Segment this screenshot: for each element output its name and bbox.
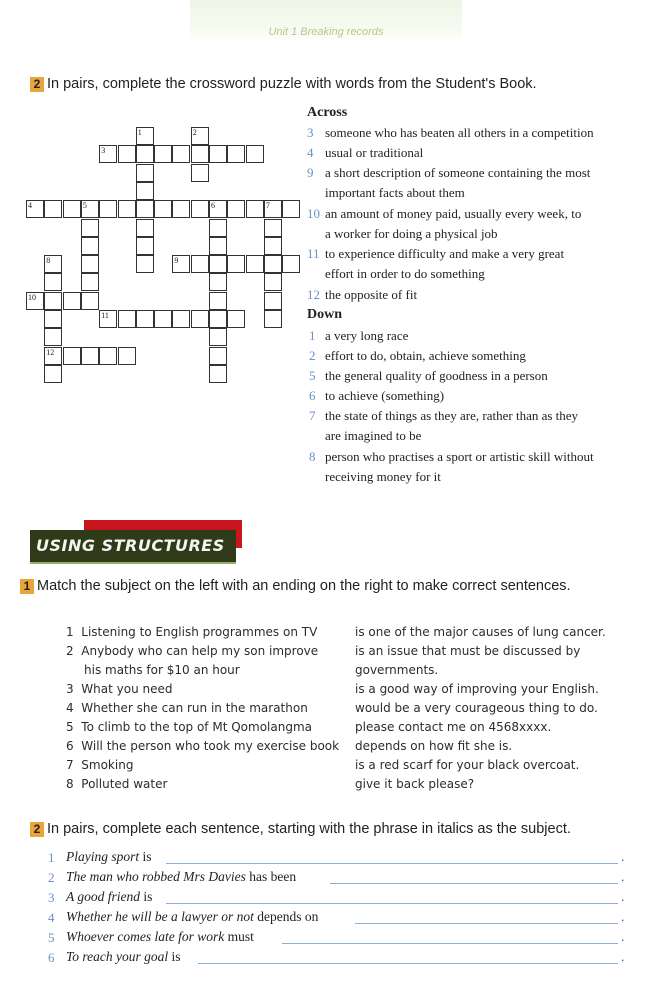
match-right-item: would be a very courageous thing to do. — [355, 701, 598, 715]
crossword-cell-number: 2 — [192, 128, 197, 137]
clue-text: a short description of someone containing the most — [325, 165, 591, 180]
crossword-cell[interactable] — [136, 164, 154, 182]
match-left-item — [66, 701, 308, 715]
item-number: 5 — [66, 720, 74, 734]
item-text: Smoking — [81, 758, 134, 772]
clue-text: to experience difficulty and make a very great — [325, 246, 565, 261]
crossword-cell-number: 10 — [28, 292, 36, 302]
crossword-cell[interactable] — [264, 273, 282, 291]
crossword-cell[interactable] — [118, 145, 136, 163]
sentence-verb: must — [224, 929, 254, 944]
clue-text-cont: important facts about them — [325, 185, 465, 200]
clue-number: 10 — [307, 206, 320, 221]
crossword-cell-number: 1 — [137, 128, 142, 137]
crossword-cell[interactable] — [136, 182, 154, 200]
sentence-end: . — [621, 929, 625, 944]
match-instruction — [20, 578, 571, 594]
sentence-prompt — [66, 849, 152, 865]
item-text: Polluted water — [81, 777, 168, 791]
clue-number: 5 — [309, 368, 316, 383]
sentence-number: 4 — [48, 910, 55, 925]
crossword-cell[interactable] — [264, 237, 282, 255]
match-left-item-cont: his maths for $10 an hour — [84, 663, 240, 677]
clue-number: 7 — [309, 408, 316, 423]
sentence-subject: A good friend — [66, 889, 140, 904]
clue-text-cont: effort in order to do something — [325, 266, 485, 281]
crossword-cell[interactable] — [191, 164, 209, 182]
crossword-cell[interactable] — [227, 145, 245, 163]
crossword-cell[interactable] — [246, 145, 264, 163]
match-right-item: governments. — [355, 663, 439, 677]
answer-line[interactable] — [282, 943, 618, 944]
match-right-item: is an issue that must be discussed by — [355, 644, 581, 658]
crossword-cell[interactable] — [227, 310, 245, 328]
instruction-text: Match the subject on the left with an ending on the right to make correct sentences. — [37, 578, 571, 594]
answer-line[interactable] — [198, 963, 618, 964]
crossword-cell[interactable] — [136, 255, 154, 273]
match-left-item — [66, 758, 133, 772]
sentence-prompt — [66, 929, 254, 945]
crossword-cell[interactable] — [81, 347, 99, 365]
item-number: 3 — [66, 682, 74, 696]
crossword-cell[interactable] — [209, 310, 227, 328]
crossword-cell[interactable] — [63, 292, 81, 310]
item-number: 4 — [66, 701, 74, 715]
sentence-subject: Whoever comes late for work — [66, 929, 225, 944]
crossword-cell[interactable] — [81, 292, 99, 310]
crossword-cell[interactable] — [154, 310, 172, 328]
clue-text: an amount of money paid, usually every week, to — [325, 206, 582, 221]
crossword-cell-number: 7 — [265, 201, 270, 211]
crossword-cell-number: 4 — [28, 201, 32, 211]
crossword-cell[interactable] — [81, 273, 99, 291]
exercise-number-badge: 2 — [30, 77, 44, 92]
crossword-cell[interactable] — [81, 219, 99, 237]
unit-title: Unit 1 Breaking records — [268, 26, 384, 38]
crossword-cell[interactable] — [154, 145, 172, 163]
crossword-cell[interactable] — [191, 255, 209, 273]
answer-line[interactable] — [166, 863, 618, 864]
crossword-cell[interactable] — [99, 347, 117, 365]
match-left-item — [66, 739, 339, 753]
sentence-verb: is — [140, 889, 153, 904]
clue-text-cont: receiving money for it — [325, 469, 441, 484]
match-right-item: is one of the major causes of lung cancer. — [355, 625, 606, 639]
crossword-cell[interactable] — [191, 200, 209, 218]
clue-number: 3 — [307, 125, 314, 140]
exercise-number-badge: 2 — [30, 822, 44, 837]
item-text: To climb to the top of Mt Qomolangma — [81, 720, 312, 734]
crossword-cell[interactable] — [136, 310, 154, 328]
crossword-cell[interactable] — [136, 237, 154, 255]
item-text: Whether she can run in the marathon — [81, 701, 308, 715]
clue-text: the state of things as they are, rather than as they — [325, 408, 579, 423]
sentence-prompt — [66, 869, 296, 885]
answer-line[interactable] — [166, 903, 618, 904]
sentence-verb: depends on — [253, 909, 319, 924]
sentence-subject: Whether he will be a lawyer or not — [66, 909, 254, 924]
match-left-item — [66, 720, 312, 734]
crossword-cell[interactable] — [99, 200, 117, 218]
clue-number: 8 — [309, 449, 316, 464]
clue-number: 6 — [309, 388, 316, 403]
sentence-verb: is — [168, 949, 181, 964]
crossword-cell[interactable] — [44, 365, 62, 383]
across-heading: Across — [307, 105, 348, 120]
match-left-item — [66, 644, 318, 658]
crossword-cell-number: 6 — [211, 201, 215, 211]
clue-number: 2 — [309, 348, 316, 363]
crossword-cell[interactable] — [136, 145, 154, 163]
crossword-cell[interactable] — [63, 347, 81, 365]
crossword-cell[interactable] — [118, 310, 136, 328]
crossword-cell[interactable] — [191, 145, 209, 163]
crossword-cell[interactable] — [209, 365, 227, 383]
crossword-cell-number: 3 — [101, 146, 106, 156]
crossword-cell[interactable] — [209, 145, 227, 163]
clue-text: person who practises a sport or artistic skill without — [325, 449, 594, 464]
crossword-cell[interactable] — [264, 219, 282, 237]
sentence-instruction — [30, 821, 571, 837]
section-banner-title: USING STRUCTURES — [36, 536, 225, 555]
clue-text: usual or traditional — [325, 145, 424, 160]
crossword-cell[interactable] — [136, 200, 154, 218]
instruction-text: In pairs, complete each sentence, starting with the phrase in italics as the subject. — [47, 821, 571, 837]
crossword-cell[interactable] — [209, 237, 227, 255]
sentence-number: 6 — [48, 950, 55, 965]
crossword-cell[interactable] — [81, 255, 99, 273]
clue-text: to achieve (something) — [325, 388, 445, 403]
item-number: 6 — [66, 739, 74, 753]
crossword-cell[interactable] — [63, 200, 81, 218]
match-right-item: please contact me on 4568xxxx. — [355, 720, 552, 734]
crossword-cell[interactable] — [118, 200, 136, 218]
match-right-item: is a red scarf for your black overcoat. — [355, 758, 580, 772]
sentence-number: 3 — [48, 890, 55, 905]
clue-text: effort to do, obtain, achieve something — [325, 348, 526, 363]
sentence-prompt — [66, 909, 318, 925]
crossword-cell[interactable] — [44, 200, 62, 218]
item-text: Will the person who took my exercise book — [81, 739, 340, 753]
sentence-end: . — [621, 849, 625, 864]
crossword-cell[interactable] — [264, 292, 282, 310]
crossword-cell[interactable] — [118, 347, 136, 365]
exercise-number-badge: 1 — [20, 579, 34, 594]
item-number: 8 — [66, 777, 74, 791]
crossword-cell[interactable] — [44, 273, 62, 291]
crossword-cell[interactable] — [209, 328, 227, 346]
crossword-cell[interactable] — [209, 292, 227, 310]
crossword-cell[interactable] — [44, 328, 62, 346]
item-number: 2 — [66, 644, 74, 658]
match-right-item: is a good way of improving your English. — [355, 682, 599, 696]
crossword-cell-number: 12 — [46, 347, 55, 357]
crossword-cell-number: 5 — [82, 201, 87, 211]
sentence-prompt — [66, 949, 181, 965]
crossword-cell[interactable] — [227, 255, 245, 273]
crossword-cell[interactable] — [172, 310, 190, 328]
answer-line[interactable] — [330, 883, 618, 884]
answer-line[interactable] — [355, 923, 618, 924]
sentence-number: 2 — [48, 870, 55, 885]
crossword-cell[interactable] — [209, 347, 227, 365]
clue-number: 9 — [307, 165, 314, 180]
match-left-item — [66, 682, 172, 696]
crossword-cell[interactable] — [264, 255, 282, 273]
match-left-item — [66, 625, 317, 639]
sentence-verb: is — [139, 849, 152, 864]
item-text: Listening to English programmes on TV — [81, 625, 318, 639]
crossword-cell[interactable] — [81, 237, 99, 255]
crossword-cell[interactable] — [136, 219, 154, 237]
clue-text: a very long race — [325, 328, 409, 343]
clue-text: someone who has beaten all others in a competition — [325, 125, 594, 140]
crossword-cell[interactable] — [264, 310, 282, 328]
clue-number: 1 — [309, 328, 316, 343]
sentence-end: . — [621, 869, 625, 884]
match-right-item: give it back please? — [355, 777, 475, 791]
sentence-prompt — [66, 889, 152, 905]
item-text: What you need — [81, 682, 173, 696]
sentence-number: 5 — [48, 930, 55, 945]
sentence-end: . — [621, 889, 625, 904]
match-right-item: depends on how fit she is. — [355, 739, 513, 753]
clue-text-cont: are imagined to be — [325, 428, 422, 443]
sentence-end: . — [621, 909, 625, 924]
clue-text-cont: a worker for doing a physical job — [325, 226, 498, 241]
match-left-item — [66, 777, 167, 791]
instruction-text: In pairs, complete the crossword puzzle with words from the Student's Book. — [47, 76, 537, 92]
item-text: Anybody who can help my son improve — [81, 644, 319, 658]
crossword-cell[interactable] — [44, 292, 62, 310]
crossword-cell[interactable] — [154, 200, 172, 218]
crossword-cell[interactable] — [44, 310, 62, 328]
item-number: 1 — [66, 625, 74, 639]
item-number: 7 — [66, 758, 74, 772]
crossword-cell[interactable] — [209, 255, 227, 273]
crossword-cell[interactable] — [282, 255, 300, 273]
crossword-cell[interactable] — [282, 200, 300, 218]
crossword-cell[interactable] — [227, 200, 245, 218]
crossword-cell[interactable] — [209, 273, 227, 291]
clue-text: the general quality of goodness in a person — [325, 368, 548, 383]
sentence-verb: has been — [245, 869, 297, 884]
crossword-cell[interactable] — [209, 219, 227, 237]
clue-number: 12 — [307, 287, 320, 302]
crossword-cell-number: 8 — [46, 256, 51, 266]
sentence-end: . — [621, 949, 625, 964]
crossword-cell-number: 11 — [101, 311, 109, 320]
crossword-cell[interactable] — [246, 255, 264, 273]
sentence-number: 1 — [48, 850, 55, 865]
sentence-subject: The man who robbed Mrs Davies — [66, 869, 246, 884]
crossword-cell[interactable] — [172, 145, 190, 163]
clue-number: 4 — [307, 145, 314, 160]
sentence-subject: To reach your goal — [66, 949, 169, 964]
down-heading: Down — [307, 307, 343, 322]
clue-text: the opposite of fit — [325, 287, 418, 302]
crossword-cell[interactable] — [191, 310, 209, 328]
crossword-cell-number: 9 — [174, 256, 179, 266]
clue-number: 11 — [307, 246, 320, 261]
sentence-subject: Playing sport — [66, 849, 140, 864]
crossword-cell[interactable] — [246, 200, 264, 218]
crossword-cell[interactable] — [172, 200, 190, 218]
